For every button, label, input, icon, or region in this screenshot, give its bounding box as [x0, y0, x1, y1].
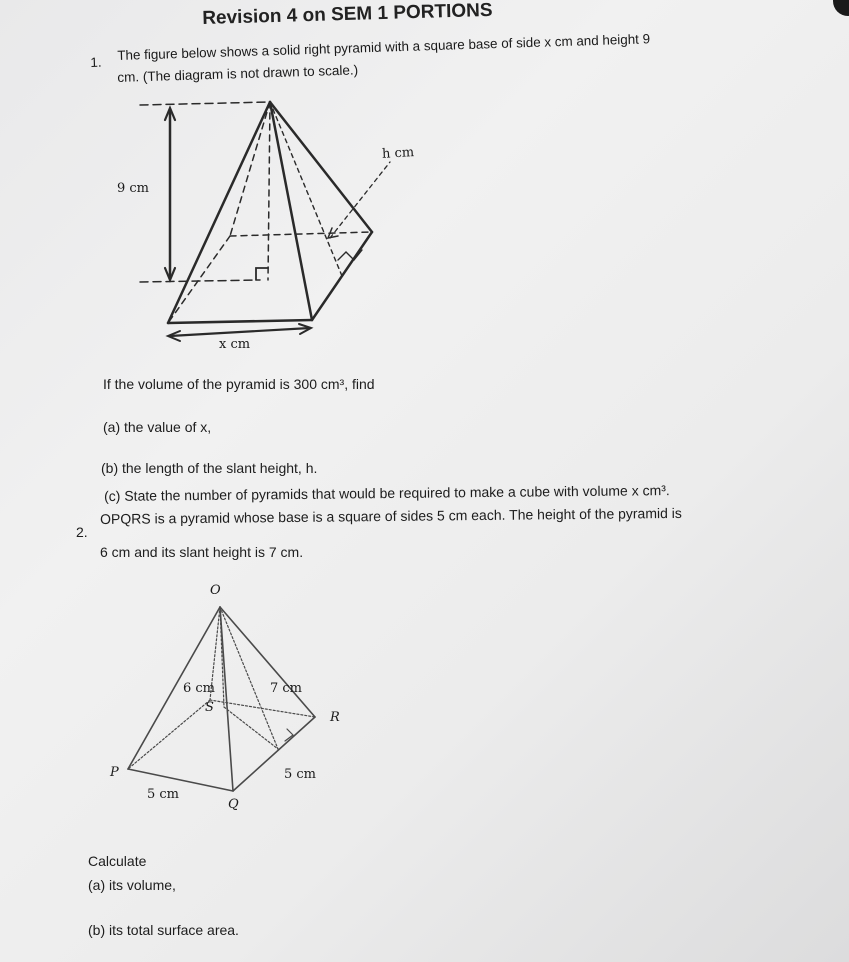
q2-height-label: 6 cm	[183, 681, 216, 696]
q2-calculate: Calculate	[88, 853, 147, 869]
q2-side-label-right: 5 cm	[284, 767, 317, 782]
q2-vertex-p: P	[110, 765, 119, 780]
q1-base-front	[168, 320, 312, 323]
q2-slant-label: 7 cm	[270, 681, 303, 696]
q1-prompt: If the volume of the pyramid is 300 cm³, find	[103, 376, 375, 392]
q2-vertex-o: O	[210, 583, 221, 598]
q1-number: 1.	[90, 54, 102, 70]
q1-bottom-guide	[140, 280, 260, 282]
q1-base-label: x cm	[219, 337, 251, 352]
q2-center-to-mid	[224, 707, 278, 749]
q1-text-line2: cm. (The diagram is not drawn to scale.)	[117, 62, 359, 85]
q1-base-arrow	[170, 328, 310, 336]
q1-top-guide	[140, 102, 270, 105]
q1-right-angle-mark	[256, 268, 268, 280]
q2-part-b: (b) its total surface area.	[88, 922, 239, 938]
q2-right-angle-mark	[285, 729, 293, 741]
q1-edge-right	[270, 102, 372, 232]
q1-altitude	[268, 102, 270, 280]
q2-side-label-left: 5 cm	[147, 787, 180, 802]
q1-slant-leader	[330, 162, 390, 238]
q1-text-line1: The figure below shows a solid right pyramid with a square base of side x cm and height 9	[117, 31, 651, 63]
q1-hidden-left	[168, 236, 230, 323]
q2-pyramid-diagram	[100, 595, 360, 815]
q2-edge-or	[220, 607, 315, 717]
q2-number: 2.	[76, 524, 88, 540]
q1-part-c: (c) State the number of pyramids that would be required to make a cube with volume x cm³.	[104, 482, 670, 504]
q1-edge-left	[168, 102, 270, 323]
q2-text-line1: OPQRS is a pyramid whose base is a square of sides 5 cm each. The height of the pyramid is	[100, 504, 682, 527]
q1-slant-label: h cm	[381, 145, 415, 162]
q2-base-pq	[128, 769, 233, 791]
q2-vertex-q: Q	[228, 797, 239, 812]
page-title: Revision 4 on SEM 1 PORTIONS	[202, 0, 493, 29]
q1-slant-line	[270, 102, 342, 276]
q2-vertex-s: S	[205, 700, 214, 715]
q1-pyramid-diagram	[120, 90, 450, 360]
q2-vertex-r: R	[330, 710, 340, 725]
q1-hidden-back	[230, 232, 372, 236]
q1-part-a: (a) the value of x,	[103, 419, 212, 435]
q1-height-label: 9 cm	[117, 181, 150, 196]
q1-hidden-apex-edge	[230, 102, 270, 236]
q2-hidden-sp	[128, 700, 210, 769]
page-corner-mark	[833, 0, 849, 16]
q1-part-b: (b) the length of the slant height, h.	[101, 460, 318, 476]
q2-text-line2: 6 cm and its slant height is 7 cm.	[100, 544, 304, 560]
q1-edge-front	[270, 102, 312, 320]
q2-part-a: (a) its volume,	[88, 877, 176, 893]
